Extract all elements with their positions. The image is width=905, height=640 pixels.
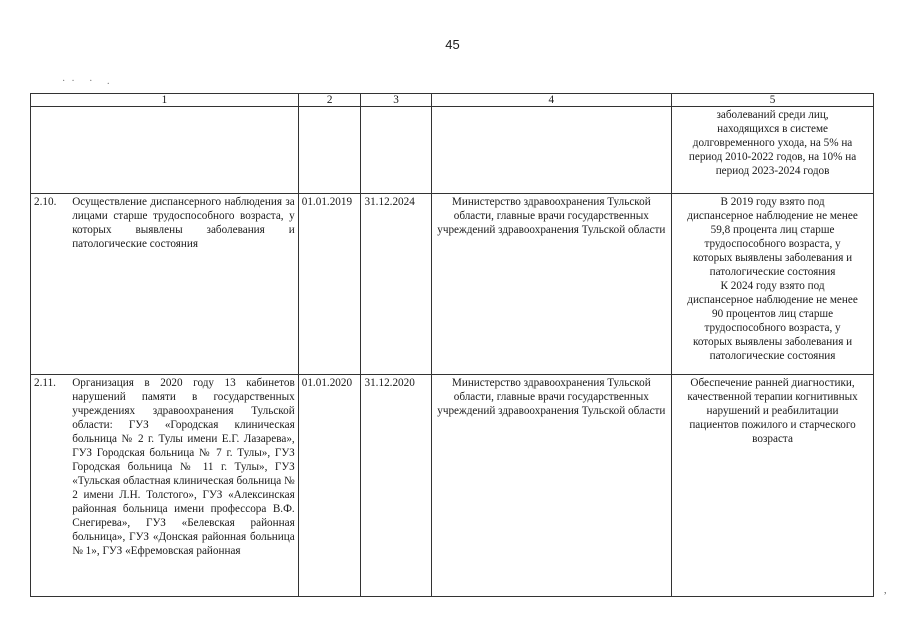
result-line: патологические состояния: [709, 350, 836, 362]
end-date: 31.12.2024: [361, 194, 431, 375]
executor: Министерство здравоохранения Тульской области, главные врачи государственных учреждений здравоохранения Тульской области: [431, 375, 672, 597]
table-row: [31, 194, 874, 375]
result-line: период 2010-2022 годов, на 10% на: [688, 151, 857, 163]
column-header: 1: [31, 94, 299, 107]
row-number: 2.11.: [31, 375, 70, 597]
result-line: качественной терапии когнитивных: [687, 391, 858, 403]
scan-artifact: ,: [884, 585, 887, 596]
row-number: 2.10.: [31, 194, 70, 375]
end-date: 31.12.2020: [361, 375, 431, 597]
result-line: патологические состояния: [709, 266, 836, 278]
result-line: возраста: [752, 433, 793, 445]
column-header: 4: [431, 94, 672, 107]
result-line: пациентов пожилого и старческого: [689, 419, 856, 431]
page-number: 45: [445, 37, 460, 52]
result-line: трудоспособного возраста, у: [704, 322, 841, 334]
result-line: Обеспечение ранней диагностики,: [690, 377, 855, 389]
table-row: [31, 375, 874, 597]
executor: Министерство здравоохранения Тульской области, главные врачи государственных учреждений здравоохранения Тульской области: [431, 194, 672, 375]
start-date: 01.01.2019: [298, 194, 361, 375]
column-header: 3: [361, 94, 431, 107]
result-cell: [672, 107, 874, 194]
result-line: находящихся в системе: [717, 123, 828, 135]
empty-cell: [69, 107, 298, 194]
result-line: период 2023-2024 годов: [715, 165, 830, 177]
result-line: которых выявлены заболевания и: [692, 252, 853, 264]
column-header: 5: [672, 94, 874, 107]
column-header: 2: [298, 94, 361, 107]
result-line: нарушений и реабилитации: [706, 405, 839, 417]
result-line: 59,8 процента лиц старше: [710, 224, 835, 236]
empty-cell: [361, 107, 431, 194]
result-line: трудоспособного возраста, у: [704, 238, 841, 250]
table-row-continued: [31, 107, 874, 194]
header-row: [31, 94, 874, 107]
result-line: диспансерное наблюдение не менее: [687, 210, 858, 222]
measure-name: Осуществление диспансерного наблюдения за лицами старше трудоспособного возраста, у которых выявлены заболевания и патологические состояния: [69, 194, 298, 375]
measure-name: Организация в 2020 году 13 кабинетов нарушений памяти в государственных учреждениях здравоохранения Тульской области: ГУЗ «Городская клиническая больница № 2 г. Тулы имени Е.Г. Лазарева», ГУЗ Городская больница № 7 г. Тулы», ГУЗ Городская больница № 11 г. Тулы», ГУЗ «Тульская областная клиническая больница № 2 имени Л.Н. Толстого», ГУЗ «Алексинская районная больница имени профессора В.Ф. Снегирева», ГУЗ «Белевская районная больница», ГУЗ «Донская районная больница № 1», ГУЗ «Ефремовская районная: [69, 375, 298, 597]
start-date: 01.01.2020: [298, 375, 361, 597]
plan-table: [30, 93, 874, 597]
result-line: В 2019 году взято под: [720, 196, 825, 208]
result-cell: [672, 375, 874, 597]
result-line: долговременного ухода, на 5% на: [692, 137, 853, 149]
result-cell: [672, 194, 874, 375]
result-line: К 2024 году взято под: [720, 280, 825, 292]
result-line: 90 процентов лиц старше: [712, 308, 834, 320]
empty-cell: [298, 107, 361, 194]
result-line: диспансерное наблюдение не менее: [687, 294, 858, 306]
empty-cell: [31, 107, 70, 194]
result-line: которых выявлены заболевания и: [692, 336, 853, 348]
scan-artifact: ·· · .: [62, 76, 116, 87]
empty-cell: [431, 107, 672, 194]
result-line: заболеваний среди лиц,: [716, 109, 829, 121]
